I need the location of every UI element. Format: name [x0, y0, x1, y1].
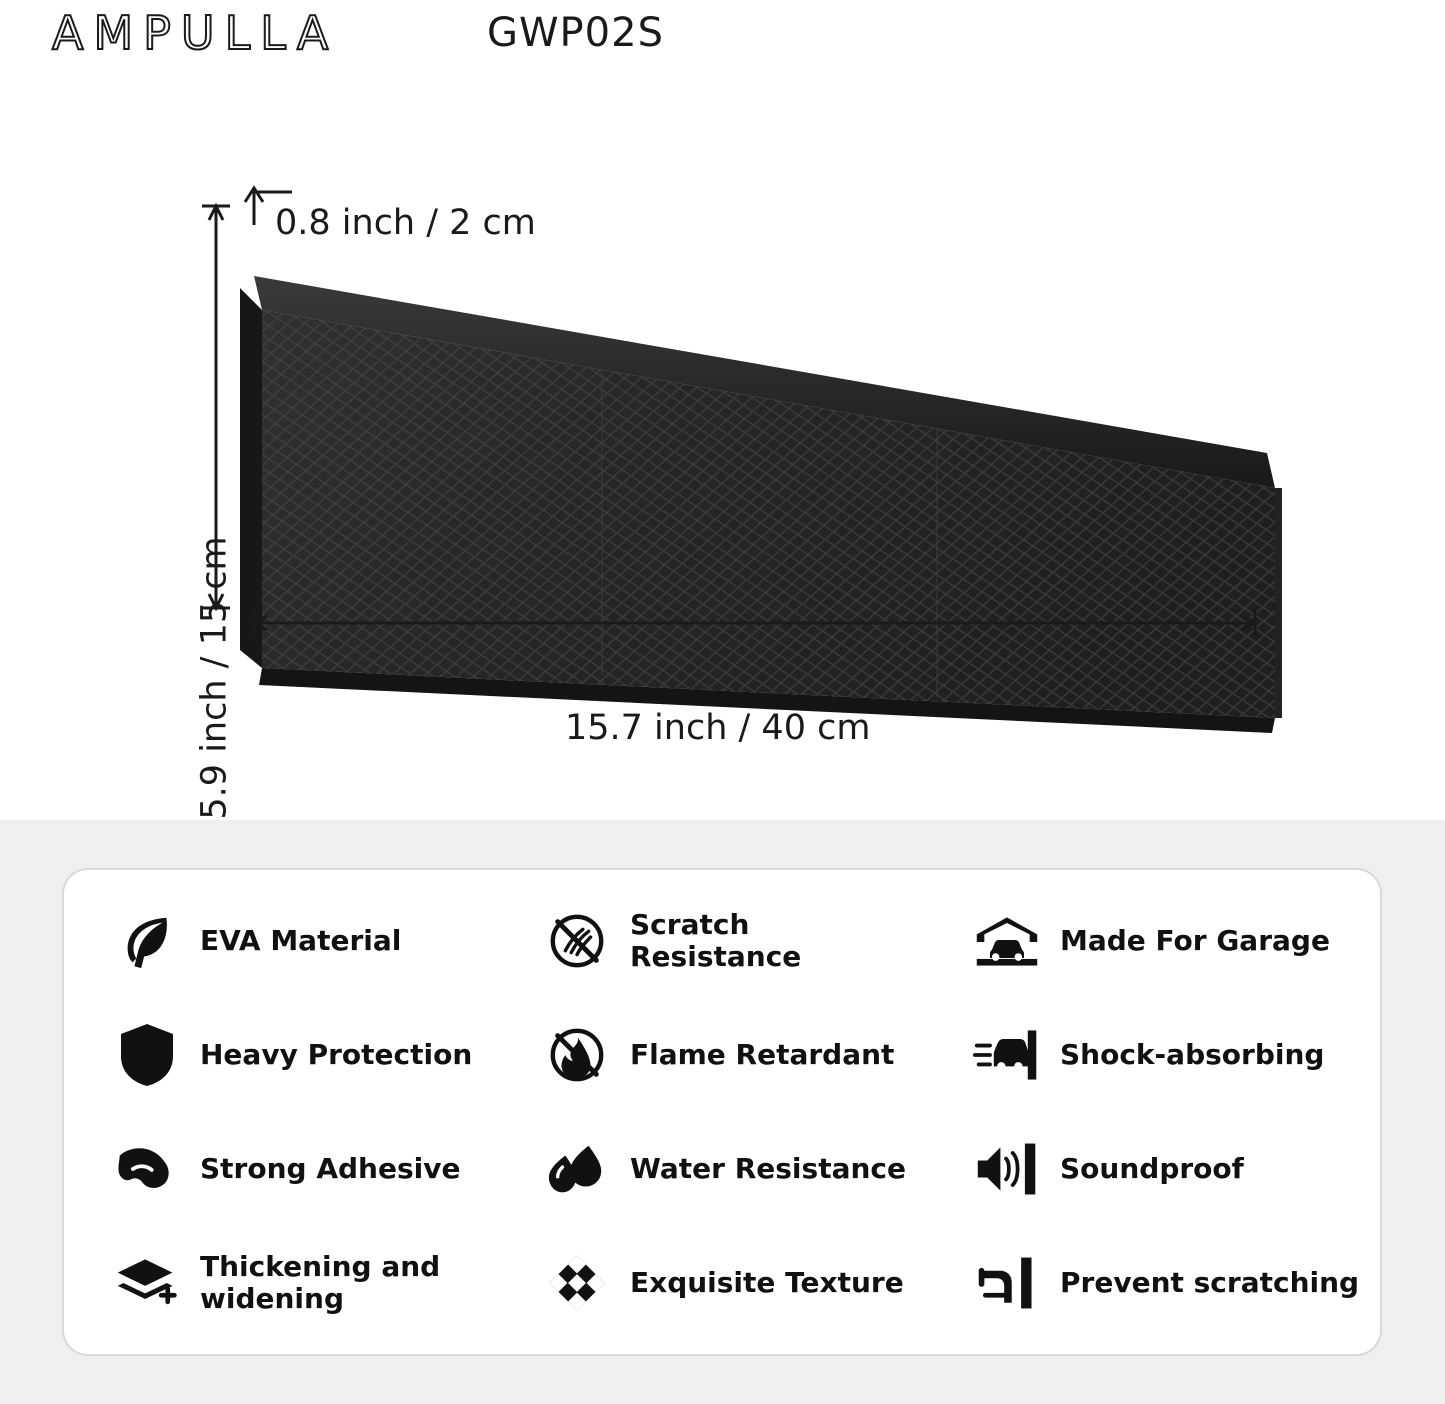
feature-water-resistance	[494, 1132, 924, 1206]
feature-scratch-resistance	[494, 904, 924, 978]
model-number: GWP02S	[487, 10, 664, 56]
speaker-wall-icon	[970, 1132, 1044, 1206]
feature-exquisite-texture	[494, 1246, 924, 1320]
feature-eva-material	[64, 904, 494, 978]
feature-label: Flame Retardant	[630, 1037, 895, 1071]
feature-label: Scratch Resistance	[630, 907, 802, 973]
water-drop-icon	[540, 1132, 614, 1206]
feature-label: Made For Garage	[1060, 923, 1330, 957]
diamond-texture-icon	[540, 1246, 614, 1320]
feature-label: Soundproof	[1060, 1151, 1244, 1185]
feature-label: EVA Material	[200, 923, 402, 957]
shield-icon	[110, 1018, 184, 1092]
feature-label: Thickening and widening	[200, 1249, 441, 1315]
leaf-icon	[110, 904, 184, 978]
feature-label: Exquisite Texture	[630, 1265, 904, 1299]
feature-thickening-widening	[64, 1246, 494, 1320]
features-section	[0, 820, 1445, 1404]
muscle-arm-icon	[110, 1132, 184, 1206]
thickness-label: 0.8 inch / 2 cm	[275, 203, 536, 243]
features-grid	[64, 870, 1380, 1354]
garage-car-icon	[970, 904, 1044, 978]
feature-strong-adhesive	[64, 1132, 494, 1206]
feature-label: Water Resistance	[630, 1151, 906, 1185]
car-shock-icon	[970, 1018, 1044, 1092]
height-label: 5.9 inch / 15 cm	[194, 536, 235, 820]
feature-label: Prevent scratching	[1060, 1265, 1360, 1299]
feature-flame-retardant	[494, 1018, 924, 1092]
no-scratch-icon	[540, 904, 614, 978]
brand-logo: AMPULLA	[52, 6, 339, 60]
car-door-wall-icon	[970, 1246, 1044, 1320]
feature-prevent-scratching	[924, 1246, 1374, 1320]
feature-label: Strong Adhesive	[200, 1151, 461, 1185]
feature-soundproof	[924, 1132, 1374, 1206]
width-dimension-line	[245, 603, 1265, 643]
feature-made-for-garage	[924, 904, 1374, 978]
width-label: 15.7 inch / 40 cm	[565, 708, 871, 748]
feature-label: Heavy Protection	[200, 1037, 473, 1071]
product-illustration-area	[0, 78, 1445, 818]
features-card	[62, 868, 1382, 1356]
height-label-wrap	[170, 328, 235, 820]
no-flame-icon	[540, 1018, 614, 1092]
feature-label: Shock-absorbing	[1060, 1037, 1325, 1071]
layers-plus-icon	[110, 1246, 184, 1320]
product-image	[232, 188, 1282, 748]
feature-heavy-protection	[64, 1018, 494, 1092]
header	[0, 0, 1445, 78]
feature-shock-absorbing	[924, 1018, 1374, 1092]
